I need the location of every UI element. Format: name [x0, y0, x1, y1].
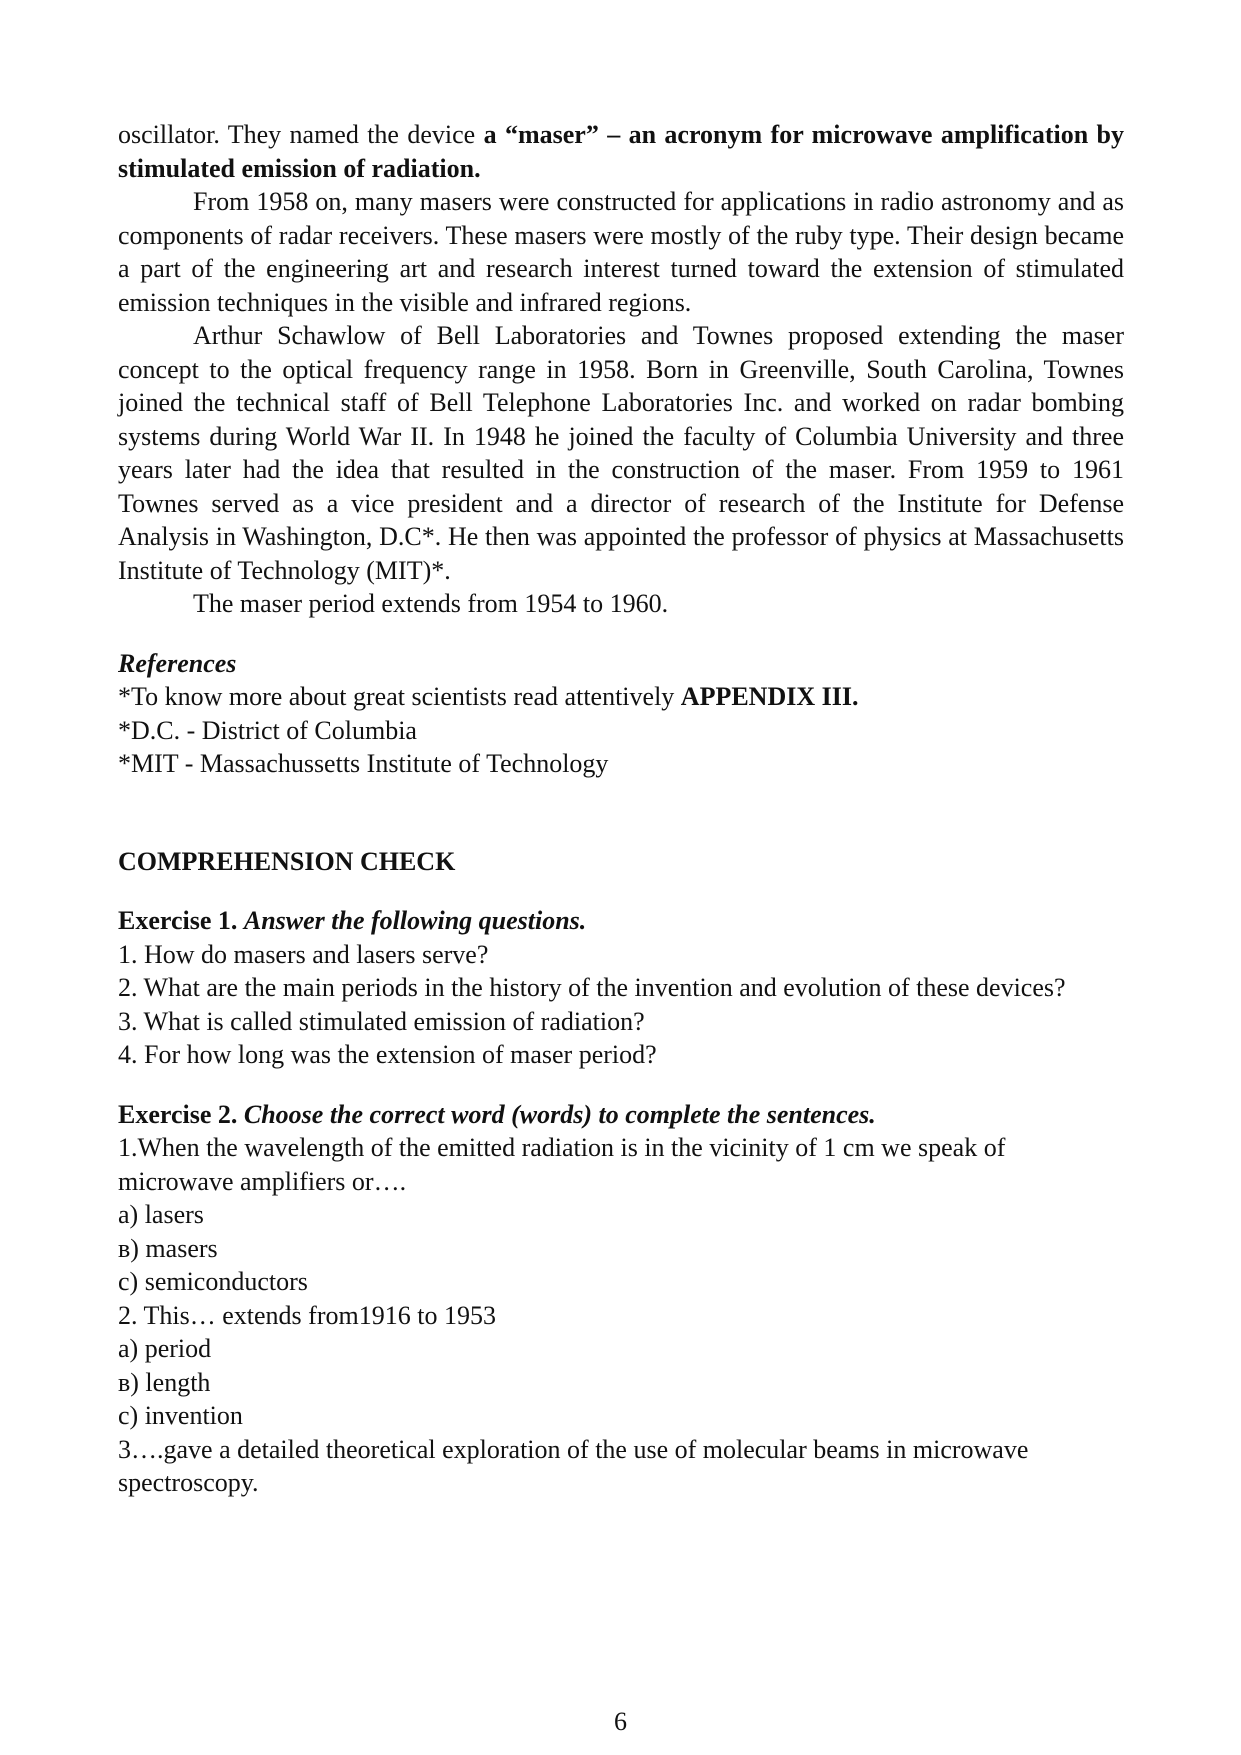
- reference-appendix-text: *To know more about great scientists read attentively: [118, 682, 681, 711]
- exercise-2-option: a) lasers: [118, 1200, 204, 1229]
- paragraph-maser-naming-text: oscillator. They named the device: [118, 120, 484, 149]
- exercise-2-option: в) masers: [118, 1233, 218, 1263]
- spacer: [118, 621, 1124, 647]
- spacer: [118, 1072, 1124, 1098]
- exercise-2-option: c) semiconductors: [118, 1267, 308, 1296]
- exercise-2-option: c) invention: [118, 1401, 243, 1430]
- exercise-1-question: 3. What is called stimulated emission of radiation?: [118, 1006, 645, 1036]
- exercise-2-label: Exercise 2.: [118, 1099, 244, 1129]
- exercise-2-option: в) length: [118, 1367, 211, 1397]
- paragraph-schawlow-townes: Arthur Schawlow of Bell Laboratories and Townes proposed extending the maser concept to the optical frequency range in 1958. Born in Greenville, South Carolina, Townes joined the technical staff of Bell Telephone Laboratories Inc. and worked on radar bombing systems during World War II. In 1948 he joined the faculty of Columbia University and three years later had the idea that resulted in the construction of the maser. From 1959 to 1961 Townes served as a vice president and a director of research of the Institute for Defense Analysis in Washington, D.C*. He then was appointed the professor of physics at Massachusetts Institute of Technology (MIT)*.: [118, 321, 1124, 585]
- exercise-1-heading: [118, 904, 1124, 938]
- document-page: [118, 118, 1124, 1500]
- exercise-1-question: 1. How do masers and lasers serve?: [118, 939, 489, 969]
- reference-appendix: [118, 680, 1124, 714]
- exercise-2-sentence: 3….gave a detailed theoretical exploration of the use of molecular beams in microwave spectroscopy.: [118, 1434, 1029, 1497]
- exercise-1-question: 4. For how long was the extension of maser period?: [118, 1040, 657, 1069]
- spacer: [118, 781, 1124, 845]
- reference-mit: *MIT - Massachussetts Institute of Technology: [118, 749, 609, 778]
- paragraph-maser-naming: [118, 118, 1124, 185]
- spacer: [118, 878, 1124, 904]
- maser-acronym-definition: a “maser” – an acronym for microwave amplification by stimulated emission of radiation.: [118, 120, 1125, 183]
- paragraph-maser-period: The maser period extends from 1954 to 1960.: [193, 589, 669, 618]
- exercise-1-label: Exercise 1.: [118, 906, 244, 935]
- paragraph-maser-applications: From 1958 on, many masers were constructed for applications in radio astronomy and as components of radar receivers. These masers were mostly of the ruby type. Their design became a part of the engineering art and research interest turned toward the extension of stimulated emission techniques in the visible and infrared regions.: [118, 187, 1124, 317]
- exercise-2-instruction: Choose the correct word (words) to complete the sentences.: [243, 1099, 876, 1129]
- exercise-1-instruction: Answer the following questions.: [243, 906, 587, 935]
- reference-appendix-bold: APPENDIX III.: [680, 682, 859, 711]
- comprehension-check-heading: COMPREHENSION CHECK: [118, 846, 456, 876]
- exercise-2-option: a) period: [118, 1334, 212, 1363]
- references-heading: References: [118, 648, 237, 678]
- exercise-2-sentence: 2. This… extends from1916 to 1953: [118, 1300, 496, 1330]
- exercise-2-sentence: 1.When the wavelength of the emitted radiation is in the vicinity of 1 cm we speak of microwave amplifiers or….: [118, 1133, 1006, 1196]
- exercise-2-heading: [118, 1098, 1124, 1132]
- exercise-1-question: 2. What are the main periods in the history of the invention and evolution of these devices?: [118, 973, 1066, 1002]
- page-number: 6: [614, 1707, 627, 1736]
- reference-dc: *D.C. - District of Columbia: [118, 715, 417, 745]
